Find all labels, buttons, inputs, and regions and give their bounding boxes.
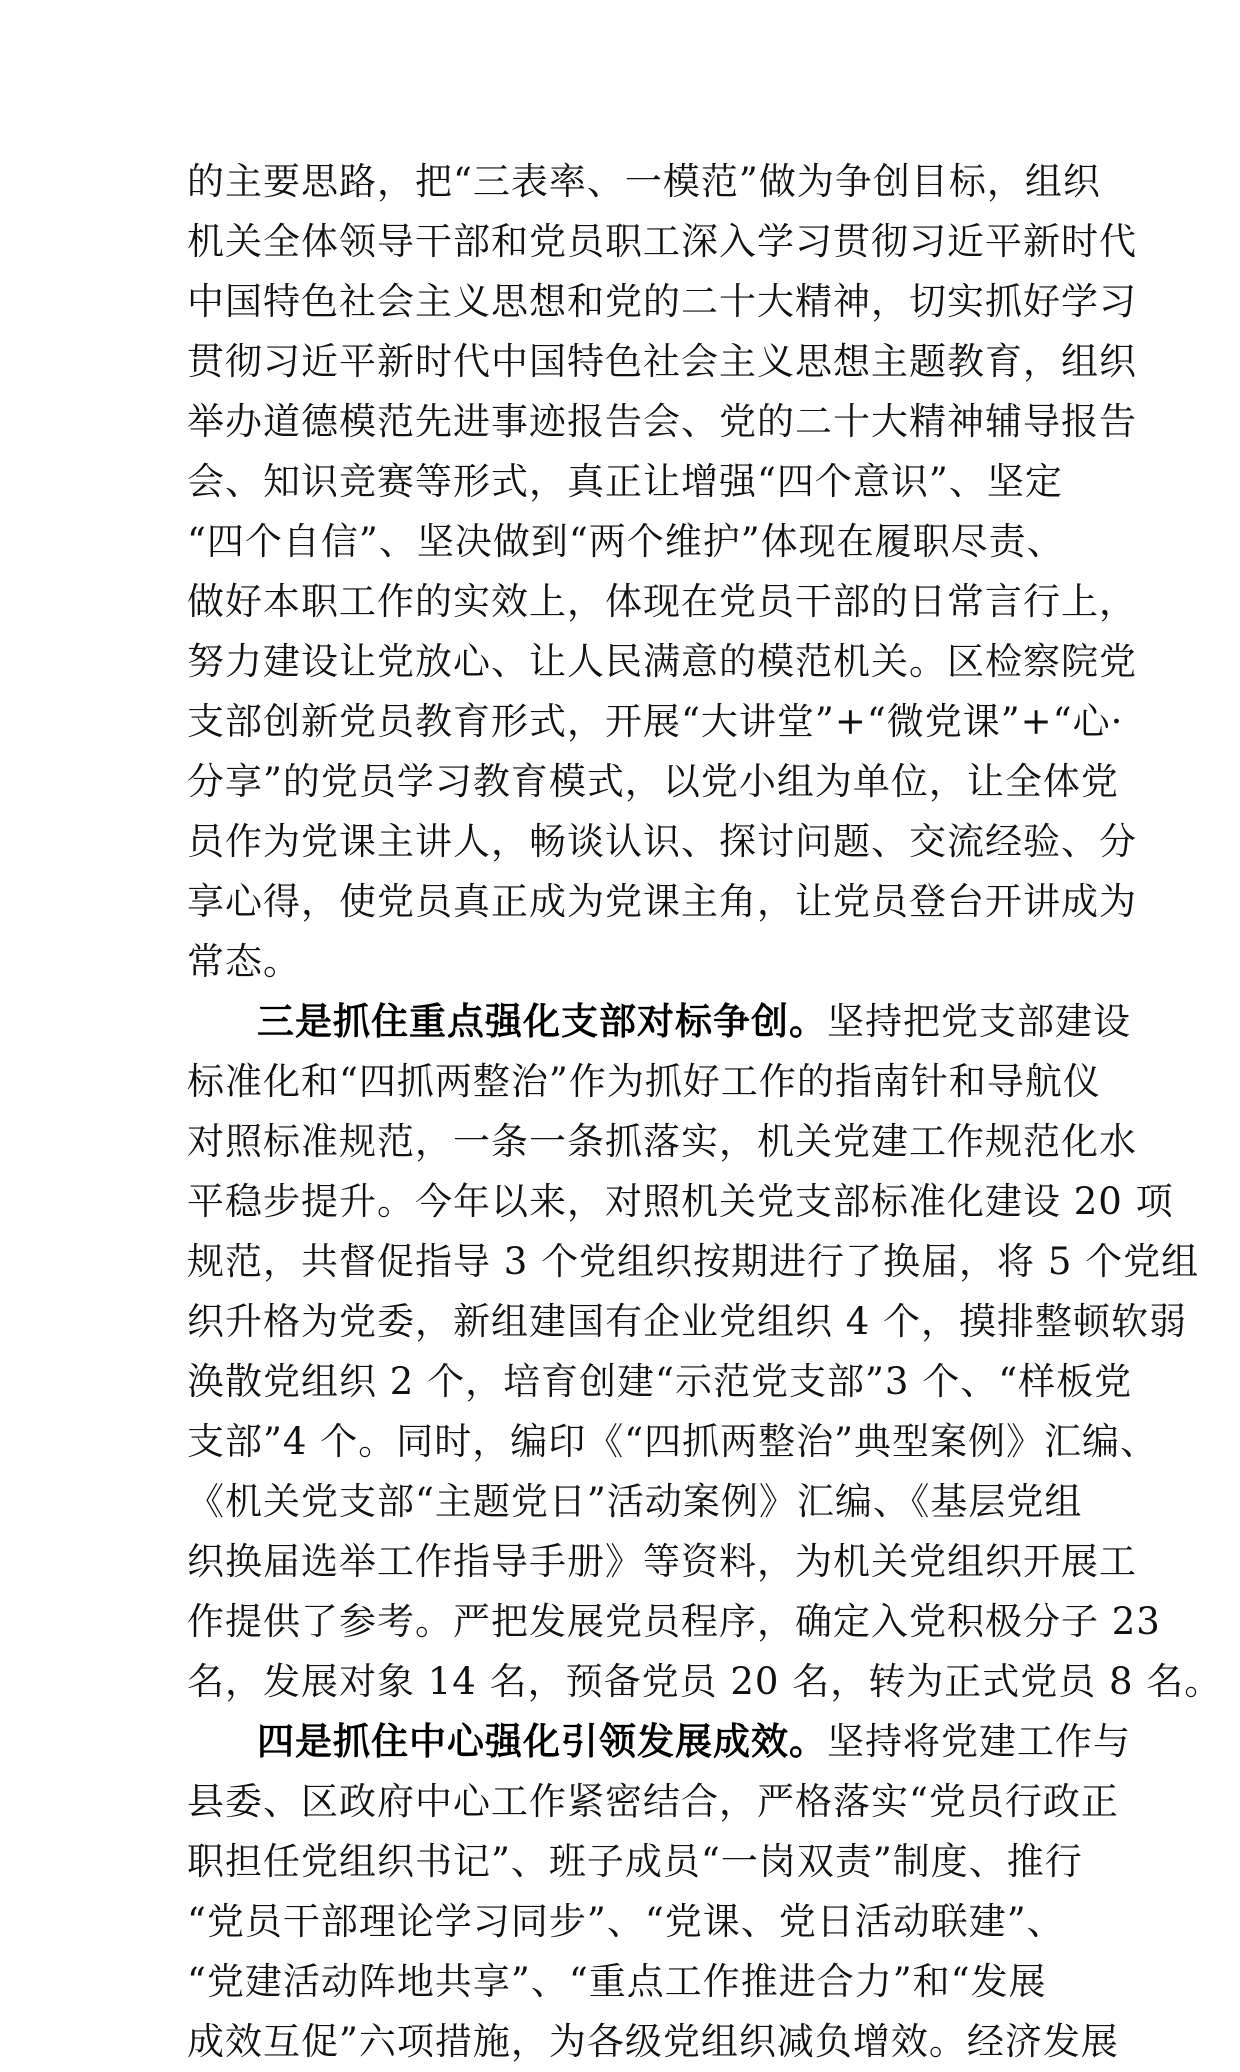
text-line: 的主要思路，把“三表率、一模范”做为争创目标，组织 [187,160,1101,203]
text-line: 对照标准规范，一条一条抓落实，机关党建工作规范化水 [187,1120,1137,1163]
text-line: 《机关党支部“主题党日”活动案例》汇编、《基层党组 [187,1480,1083,1523]
paragraph-start-line [187,1712,1131,1772]
text-line: 规范，共督促指导 3 个党组织按期进行了换届，将 5 个党组 [187,1240,1200,1283]
text-line: 享心得，使党员真正成为党课主角，让党员登台开讲成为 [187,880,1137,923]
text-line: 支部”4 个。同时，编印《“四抓两整治”典型案例》汇编、 [187,1420,1159,1463]
body-text [187,152,1223,2072]
text-line: 贯彻习近平新时代中国特色社会主义思想主题教育，组织 [187,340,1137,383]
text-line: 平稳步提升。今年以来，对照机关党支部标准化建设 20 项 [187,1180,1174,1223]
text-line: “党员干部理论学习同步”、“党课、党日活动联建”、 [187,1900,1065,1943]
text-line: 支部创新党员教育形式，开展“大讲堂”+“微党课”+“心· [187,700,1124,743]
section-heading: 四是抓住中心强化引领发展成效。 [257,1720,827,1763]
text-run: 坚持把党支部建设 [827,1000,1131,1043]
text-line: 举办道德模范先进事迹报告会、党的二十大精神辅导报告 [187,400,1137,443]
text-line: 名，发展对象 14 名，预备党员 20 名，转为正式党员 8 名。 [187,1660,1223,1703]
text-line: 员作为党课主讲人，畅谈认识、探讨问题、交流经验、分 [187,820,1137,863]
paragraph-start-line [187,992,1131,1052]
text-line: 涣散党组织 2 个，培育创建“示范党支部”3 个、“样板党 [187,1360,1133,1403]
text-line: 会、知识竞赛等形式，真正让增强“四个意识”、坚定 [187,460,1063,503]
text-line: 县委、区政府中心工作紧密结合，严格落实“党员行政正 [187,1780,1119,1823]
text-line: 成效互促”六项措施，为各级党组织减负增效。经济发展 [187,2020,1119,2063]
text-line: 作提供了参考。严把发展党员程序，确定入党积极分子 23 [187,1600,1161,1643]
text-line: 分享”的党员学习教育模式，以党小组为单位，让全体党 [187,760,1119,803]
text-line: 机关全体领导干部和党员职工深入学习贯彻习近平新时代 [187,220,1137,263]
text-line: 标准化和“四抓两整治”作为抓好工作的指南针和导航仪 [187,1060,1101,1103]
text-line: 常态。 [187,940,301,983]
text-line: 织换届选举工作指导手册》等资料，为机关党组织开展工 [187,1540,1137,1583]
text-line: 努力建设让党放心、让人民满意的模范机关。区检察院党 [187,640,1137,683]
section-heading: 三是抓住重点强化支部对标争创。 [257,1000,827,1043]
text-run: 坚持将党建工作与 [827,1720,1131,1763]
text-line: “党建活动阵地共享”、“重点工作推进合力”和“发展 [187,1960,1047,2003]
text-line: 织升格为党委，新组建国有企业党组织 4 个，摸排整顿软弱 [187,1300,1188,1343]
text-line: 职担任党组织书记”、班子成员“一岗双责”制度、推行 [187,1840,1083,1883]
text-line: 中国特色社会主义思想和党的二十大精神，切实抓好学习 [187,280,1137,323]
text-line: 做好本职工作的实效上，体现在党员干部的日常言行上， [187,580,1137,623]
text-line: “四个自信”、坚决做到“两个维护”体现在履职尽责、 [187,520,1065,563]
